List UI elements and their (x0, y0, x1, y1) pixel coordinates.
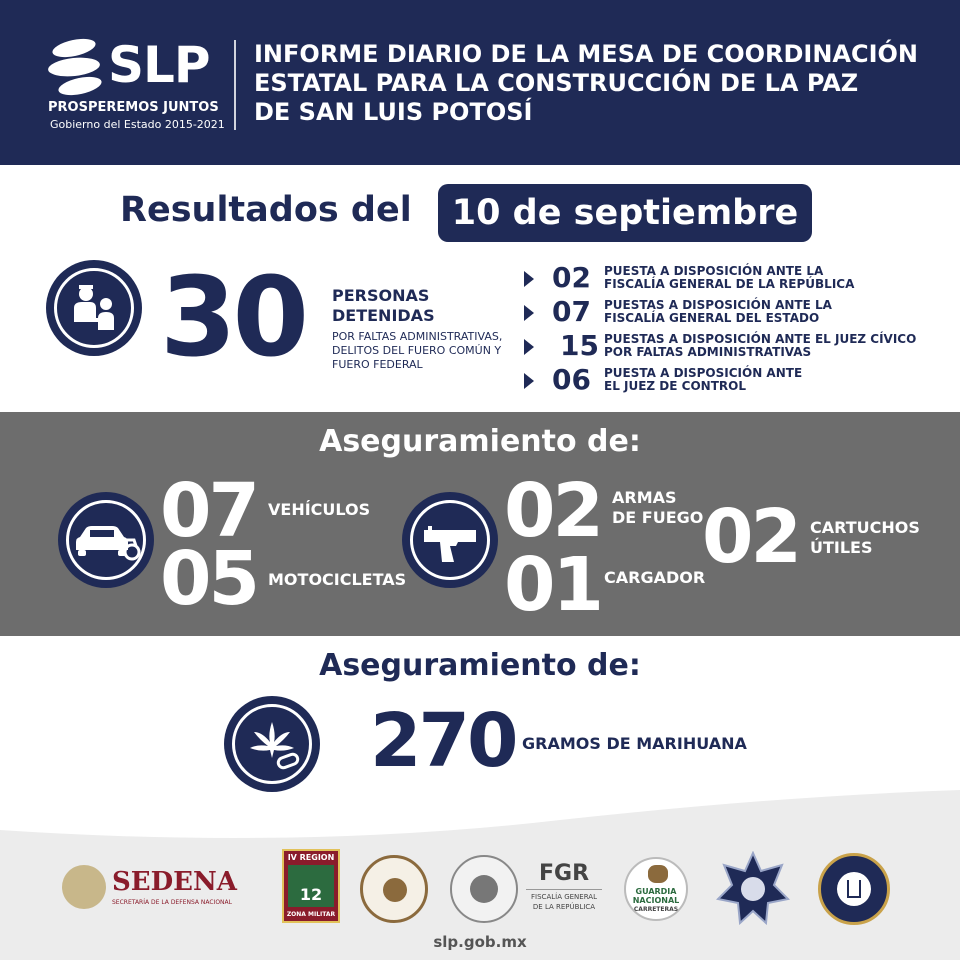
slp-logo (48, 36, 225, 136)
vehicle-icon (58, 492, 154, 588)
header-divider (234, 40, 236, 130)
cartridges-count: 02 (702, 494, 799, 580)
disposition-item (524, 330, 944, 364)
vehicles-count: 07 (160, 468, 257, 554)
disposition-item (524, 364, 944, 398)
gun-icon (402, 492, 498, 588)
detainees-count: 30 (160, 253, 306, 381)
government-period: Gobierno del Estado 2015-2021 (50, 118, 225, 131)
detainees-label-1: PERSONAS (332, 286, 430, 305)
detainee-icon (46, 260, 142, 356)
cartridges-label-1: CARTUCHOS (810, 518, 920, 537)
disposition-count: 07 (552, 295, 591, 328)
guardia-nacional-seal (360, 855, 428, 923)
firearms-count: 02 (504, 468, 601, 554)
seizure-title: Aseguramiento de: (319, 424, 641, 459)
chevron-right-icon (524, 373, 534, 389)
magazine-count: 01 (504, 542, 601, 628)
firearms-label-2: DE FUEGO (612, 508, 704, 527)
report-title-line: ESTATAL PARA LA CONSTRUCCIÓN DE LA PAZ (254, 69, 859, 97)
report-title-line: INFORME DIARIO DE LA MESA DE COORDINACIÓN (254, 40, 919, 68)
chevron-right-icon (524, 305, 534, 321)
disposition-text: PUESTAS A DISPOSICIÓN ANTE LA FISCALÍA GENERAL DEL ESTADO (604, 298, 832, 325)
results-label: Resultados del (120, 190, 412, 230)
chevron-right-icon (524, 339, 534, 355)
firearms-label-1: ARMAS (612, 488, 677, 507)
detainees-desc-2: DELITOS DEL FUERO COMÚN Y (332, 344, 502, 357)
disposition-item (524, 296, 944, 330)
disposition-count: 15 (560, 329, 599, 362)
policia-estatal-badge (716, 851, 790, 925)
estados-unidos-mexicanos-seal (450, 855, 518, 923)
disposition-list (524, 262, 944, 398)
partner-logos (0, 845, 960, 930)
date-badge: 10 de septiembre (438, 184, 812, 242)
detainees-label-2: DETENIDAS (332, 306, 435, 325)
marihuana-label: GRAMOS DE MARIHUANA (522, 734, 747, 753)
fiscalia-estado-logo (818, 853, 890, 925)
magazine-label: CARGADOR (604, 568, 706, 587)
chevron-right-icon (524, 271, 534, 287)
disposition-count: 02 (552, 261, 591, 294)
marihuana-count: 270 (370, 698, 516, 784)
cartridges-label-2: ÚTILES (810, 538, 873, 557)
seizure-title-2: Aseguramiento de: (319, 648, 641, 683)
iv-region-logo: IV REGION 12 ZONA MILITAR (282, 849, 340, 923)
fgr-logo: FGR FISCALÍA GENERAL DE LA REPÚBLICA (526, 861, 602, 917)
disposition-item (524, 262, 944, 296)
disposition-text: PUESTAS A DISPOSICIÓN ANTE EL JUEZ CÍVICO POR FALTAS ADMINISTRATIVAS (604, 332, 917, 359)
seizure-section (0, 412, 960, 636)
drugs-icon (224, 696, 320, 792)
slogan: PROSPEREMOS JUNTOS (48, 100, 219, 115)
detainees-desc-1: POR FALTAS ADMINISTRATIVAS, (332, 330, 503, 343)
website-url[interactable]: slp.gob.mx (433, 933, 527, 951)
disposition-text: PUESTA A DISPOSICIÓN ANTE EL JUEZ DE CONTROL (604, 366, 803, 393)
disposition-text: PUESTA A DISPOSICIÓN ANTE LA FISCALÍA GENERAL DE LA REPÚBLICA (604, 264, 855, 291)
guardia-nacional-carreteras-logo: GUARDIA NACIONAL CARRETERAS (624, 857, 688, 921)
header-banner (0, 0, 960, 165)
report-title (254, 40, 944, 127)
detainees-desc-3: FUERO FEDERAL (332, 358, 423, 371)
report-title-line: DE SAN LUIS POTOSÍ (254, 98, 533, 126)
vehicles-label: VEHÍCULOS (268, 500, 371, 519)
sedena-logo: SEDENA SECRETARÍA DE LA DEFENSA NACIONAL (62, 865, 262, 915)
disposition-count: 06 (552, 363, 591, 396)
logo-text: SLP (108, 36, 210, 94)
motorcycles-label: MOTOCICLETAS (268, 570, 407, 589)
motorcycles-count: 05 (160, 536, 257, 622)
